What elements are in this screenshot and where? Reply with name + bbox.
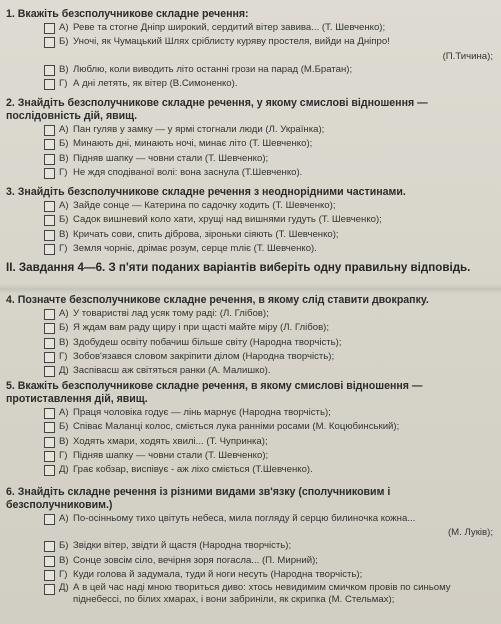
checkbox-2c[interactable] [44,154,55,165]
option-2b[interactable]: Б) Минають дні, минають ночі, минає літо (Т. Шевченко); [44,137,499,151]
checkbox-3b[interactable] [44,215,55,226]
checkbox-5c[interactable] [44,437,55,448]
question-1-title: 1. Вкажіть безсполучникове складне речення: [6,8,249,20]
option-4b[interactable]: Б) Я ждам вам раду щиру і при щасті майте міру (Л. Глібов); [44,321,499,335]
checkbox-6e[interactable] [44,584,55,595]
option-1c[interactable]: В) Люблю, коли виводить літо останні грози на парад (М.Братан); [44,63,499,77]
checkbox-1d[interactable] [44,79,55,90]
option-5c[interactable]: В) Ходять хмари, ходять хвилі... (Т. Чупринка); [44,435,499,449]
checkbox-4a[interactable] [44,309,55,320]
option-3d[interactable]: Г) Земля чорніє, дрімає розум, серце mліє (Т. Шевченко). [44,242,499,256]
checkbox-5a[interactable] [44,408,55,419]
question-4 [6,294,499,378]
question-2-title: 2. Знайдіть безсполучникове складне речення, у якому смислові відношення — послідовність дій, явищ. [6,97,428,122]
question-5 [6,380,499,477]
question-2-options [44,123,499,180]
question-2 [6,97,499,180]
checkbox-4b[interactable] [44,323,55,334]
question-6-title: 6. Знайдіть складне речення із різними видами зв'язку (сполучниковим і безсполучниковим.) [6,486,391,511]
question-1 [6,8,499,91]
checkbox-6d[interactable] [44,570,55,581]
checkbox-5e[interactable] [44,465,55,476]
page-fold-shadow [0,284,501,294]
checkbox-2a[interactable] [44,125,55,136]
option-1a[interactable]: А) Реве та стогне Дніпр широкий, сердитий вітер завива... (Т. Шевченко); [44,21,499,35]
option-4e[interactable]: Д) Заспівасш аж світяться ранки (А. Малишко). [44,364,499,378]
option-1d[interactable]: Г) А дні летять, як вітер (В.Симоненко). [44,77,499,91]
option-6e[interactable]: Д) А в цей час наді мною твориться диво: хтось невидимим смичком провів по синьому піднебессі, по білих хмарах, і вони забриніли, як скрипка (М. Стельмах); [44,582,499,606]
option-3c[interactable]: В) Кричать сови, спить діброва, зіроньки сіяють (Т. Шевченко); [44,228,499,242]
checkbox-4d[interactable] [44,352,55,363]
option-2d[interactable]: Г) Не ждя сподіваної волі: вона заснула (Т.Шевченко). [44,166,499,180]
checkbox-2d[interactable] [44,168,55,179]
option-1b-continuation: (П.Тичина); [442,50,493,62]
question-6-options [44,512,499,606]
question-3-title: 3. Знайдіть безсполучникове складне речення з неоднорідними частинами. [6,186,406,198]
checkbox-3a[interactable] [44,201,55,212]
option-6b[interactable]: Б) Звідки вітер, звідти й щастя (Народна творчість); [44,539,499,553]
checkbox-5b[interactable] [44,422,55,433]
checkbox-1b[interactable] [44,37,55,48]
option-6a-continuation: (М. Луків); [447,527,493,539]
checkbox-4c[interactable] [44,338,55,349]
option-1b[interactable]: Б) Уночі, як Чумацький Шлях сріблисту куряву простеля, вийди на Дніпро! [44,35,499,49]
checkbox-6b[interactable] [44,541,55,552]
option-6a[interactable]: А) По-осінньому тихо цвітуть небеса, мила погляду й серцю билиночка кожна... [44,512,499,526]
checkbox-2b[interactable] [44,139,55,150]
option-4a[interactable]: А) У товаристві лад усяк тому раді: (Л. Глібов); [44,307,499,321]
checkbox-3d[interactable] [44,244,55,255]
option-3b[interactable]: Б) Садок вишневий коло хати, хрущі над вишнями гудуть (Т. Шевченко); [44,213,499,227]
question-5-title: 5. Вкажіть безсполучникове складне речення, в якому смислові відношення — протиставлення дій, явищ. [6,380,423,405]
option-3a[interactable]: А) Зайде сонце — Катерина по садочку ходить (Т. Шевченко); [44,199,499,213]
option-2c[interactable]: В) Підняв шапку — човни стали (Т. Шевченко); [44,152,499,166]
question-4-title: 4. Позначте безсполучникове складне речення, в якому слід ставити двокрапку. [6,294,429,306]
checkbox-5d[interactable] [44,451,55,462]
question-5-options [44,406,499,477]
question-3-options [44,199,499,256]
option-6c[interactable]: В) Сонце зовсім сіло, вечірня зоря погасла... (П. Мирний); [44,554,499,568]
checkbox-4e[interactable] [44,366,55,377]
question-1-options [44,21,499,91]
checkbox-6a[interactable] [44,514,55,525]
option-5b[interactable]: Б) Співає Маланці колос, сміється лука ранніми росами (М. Коцюбинський); [44,420,499,434]
checkbox-6c[interactable] [44,556,55,567]
option-4d[interactable]: Г) Зобов'язався словом закріпити ділом (Народна творчість); [44,350,499,364]
checkbox-1c[interactable] [44,65,55,76]
checkbox-1a[interactable] [44,23,55,34]
option-4c[interactable]: В) Здобудеш освіту побачиш більше світу (Народна творчість); [44,336,499,350]
option-2a[interactable]: А) Пан гуляв у замку — у ярмі стогнали люди (Л. Українка); [44,123,499,137]
section-2-heading: II. Завдання 4—6. З п'яти поданих варіантів виберіть одну правильну відповідь. [6,261,471,274]
option-5e[interactable]: Д) Грає кобзар, виспівує - аж ліхо сміється (Т.Шевченко). [44,463,499,477]
option-6d[interactable]: Г) Куди голова й задумала, туди й ноги несуть (Народна творчість); [44,568,499,582]
option-5d[interactable]: Г) Підняв шапку — човни стали (Т. Шевченко); [44,449,499,463]
question-3 [6,186,499,256]
question-6 [6,486,499,606]
checkbox-3c[interactable] [44,230,55,241]
option-5a[interactable]: А) Праця чоловіка годує — лінь марнує (Народна творчість); [44,406,499,420]
question-4-options [44,307,499,378]
